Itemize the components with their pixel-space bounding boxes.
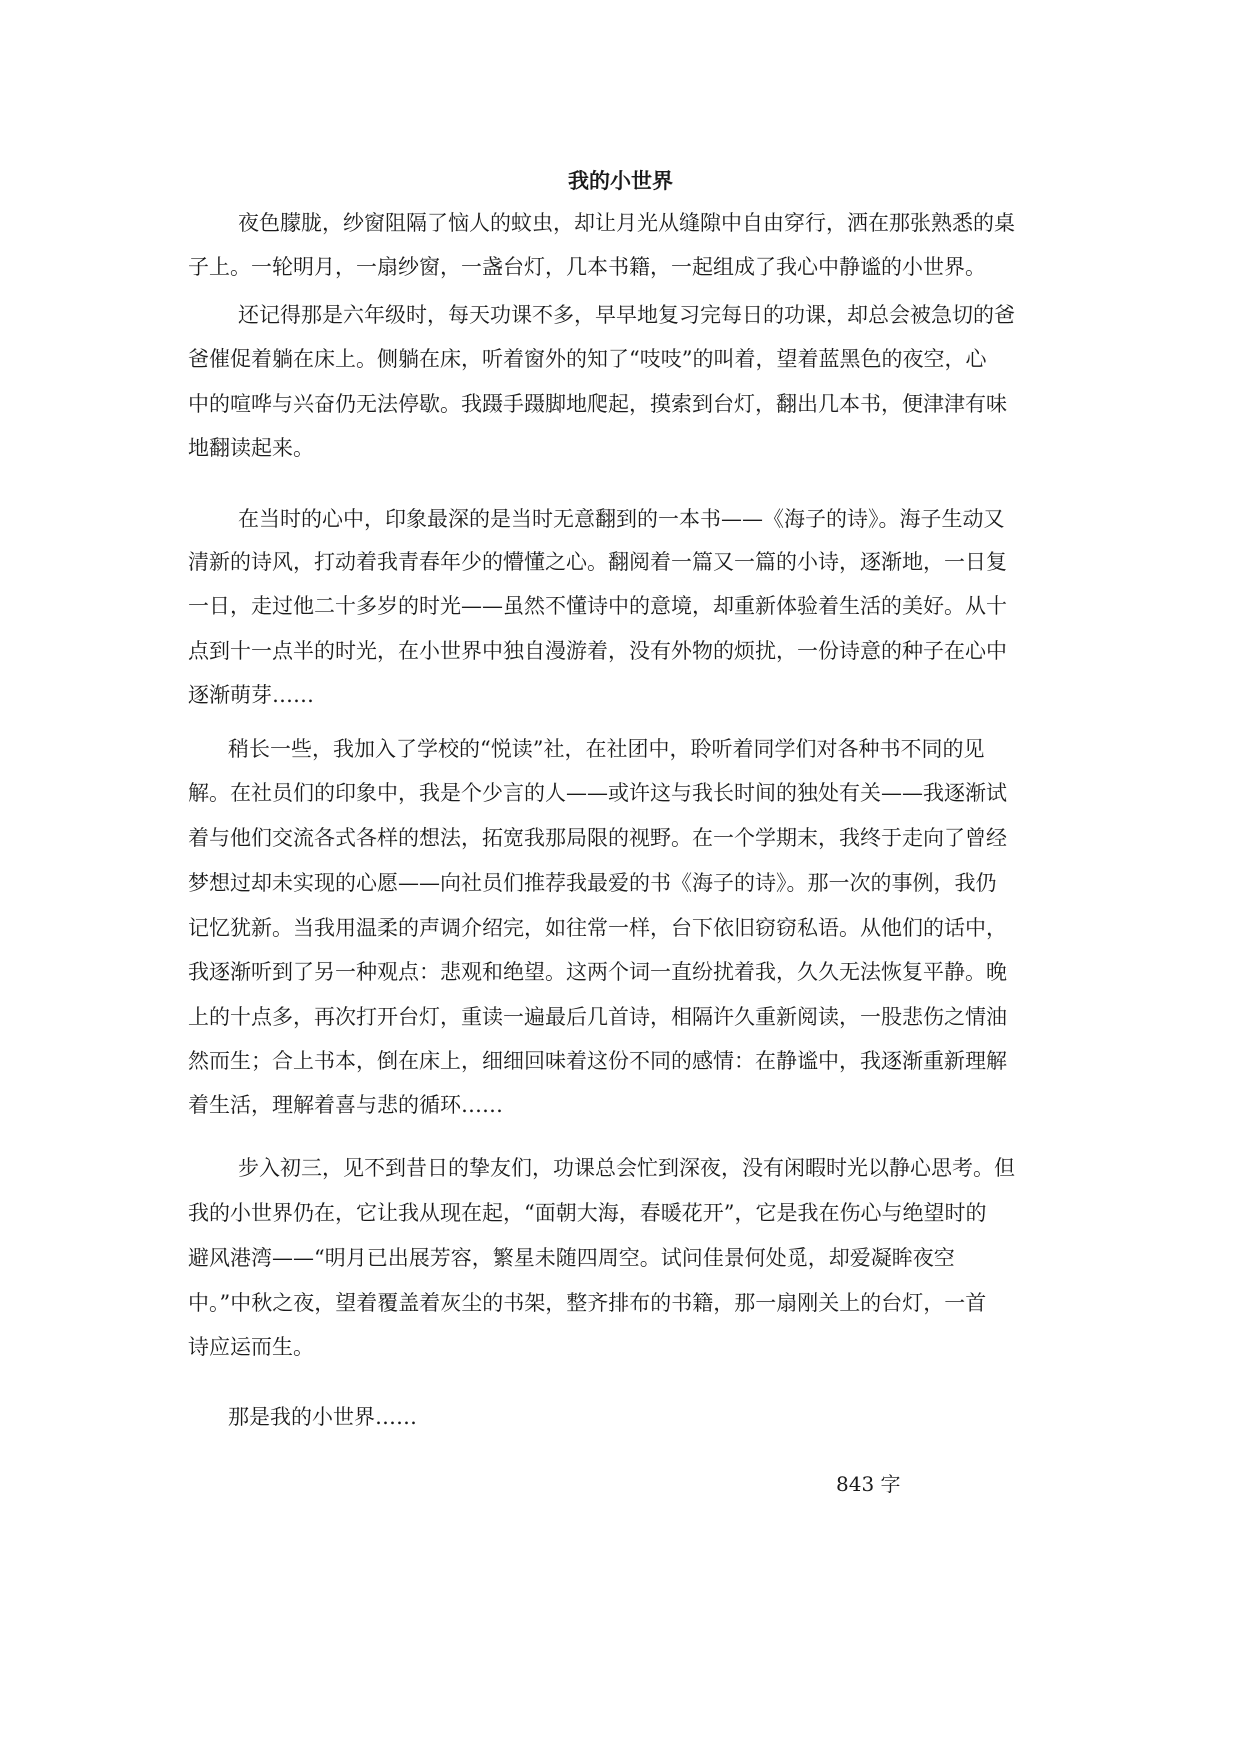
paragraph-2-line-4: 地翻读起来。 [188, 436, 314, 460]
paragraph-1-line-1: 夜色朦胧，纱窗阻隔了恼人的蚊虫，却让月光从缝隙中自由穿行，洒在那张熟悉的桌 [238, 211, 1015, 235]
paragraph-4-line-7: 上的十点多，再次打开台灯，重读一遍最后几首诗，相隔许久重新阅读，一股悲伤之情油 [188, 1005, 1007, 1029]
paragraph-5-line-2: 我的小世界仍在，它让我从现在起，“面朝大海，春暖花开”，它是我在伤心与绝望时的 [188, 1201, 987, 1225]
paragraph-2-line-1: 还记得那是六年级时，每天功课不多，早早地复习完每日的功课，却总会被急切的爸 [238, 303, 1015, 327]
paragraph-2-line-3: 中的喧哗与兴奋仍无法停歇。我蹑手蹑脚地爬起，摸索到台灯，翻出几本书，便津津有味 [188, 392, 1007, 416]
paragraph-4-line-3: 着与他们交流各式各样的想法，拓宽我那局限的视野。在一个学期末，我终于走向了曾经 [188, 826, 1007, 850]
paragraph-4-line-1: 稍长一些，我加入了学校的“悦读”社，在社团中，聆听着同学们对各种书不同的见 [228, 737, 985, 761]
paragraph-3-line-4: 点到十一点半的时光，在小世界中独自漫游着，没有外物的烦扰，一份诗意的种子在心中 [188, 639, 1007, 663]
paragraph-5-line-3: 避风港湾——“明月已出展芳容，繁星未随四周空。试问佳景何处觅，却爱凝眸夜空 [188, 1246, 955, 1270]
paragraph-3-line-1: 在当时的心中，印象最深的是当时无意翻到的一本书——《海子的诗》。海子生动又 [238, 507, 1005, 531]
paragraph-4-line-8: 然而生；合上书本，倒在床上，细细回味着这份不同的感情：在静谧中，我逐渐重新理解 [188, 1049, 1007, 1073]
paragraph-1-line-2: 子上。一轮明月，一扇纱窗，一盏台灯，几本书籍，一起组成了我心中静谧的小世界。 [188, 255, 986, 279]
paragraph-4-line-2: 解。在社员们的印象中，我是个少言的人——或许这与我长时间的独处有关——我逐渐试 [188, 781, 1007, 805]
document-title: 我的小世界 [568, 168, 673, 193]
paragraph-3-line-5: 逐渐萌芽…… [188, 683, 314, 707]
paragraph-5-line-1: 步入初三，见不到昔日的挚友们，功课总会忙到深夜，没有闲暇时光以静心思考。但 [238, 1156, 1015, 1180]
paragraph-4-line-5: 记忆犹新。当我用温柔的声调介绍完，如往常一样，台下依旧窃窃私语。从他们的话中， [188, 916, 1007, 940]
paragraph-4-line-9: 着生活，理解着喜与悲的循环…… [188, 1093, 503, 1117]
paragraph-4-line-6: 我逐渐听到了另一种观点：悲观和绝望。这两个词一直纷扰着我，久久无法恢复平静。晚 [188, 960, 1007, 984]
closing-line: 那是我的小世界…… [228, 1405, 417, 1429]
word-count: 843 字 [836, 1472, 901, 1496]
paragraph-2-line-2: 爸催促着躺在床上。侧躺在床，听着窗外的知了“吱吱”的叫着，望着蓝黑色的夜空，心 [188, 347, 987, 371]
paragraph-3-line-3: 一日，走过他二十多岁的时光——虽然不懂诗中的意境，却重新体验着生活的美好。从十 [188, 594, 1007, 618]
paragraph-5-line-4: 中。”中秋之夜，望着覆盖着灰尘的书架，整齐排布的书籍，那一扇刚关上的台灯，一首 [188, 1291, 987, 1315]
paragraph-5-line-5: 诗应运而生。 [188, 1335, 314, 1359]
paragraph-3-line-2: 清新的诗风，打动着我青春年少的懵懂之心。翻阅着一篇又一篇的小诗，逐渐地，一日复 [188, 550, 1007, 574]
paragraph-4-line-4: 梦想过却未实现的心愿——向社员们推荐我最爱的书《海子的诗》。那一次的事例，我仍 [188, 871, 997, 895]
